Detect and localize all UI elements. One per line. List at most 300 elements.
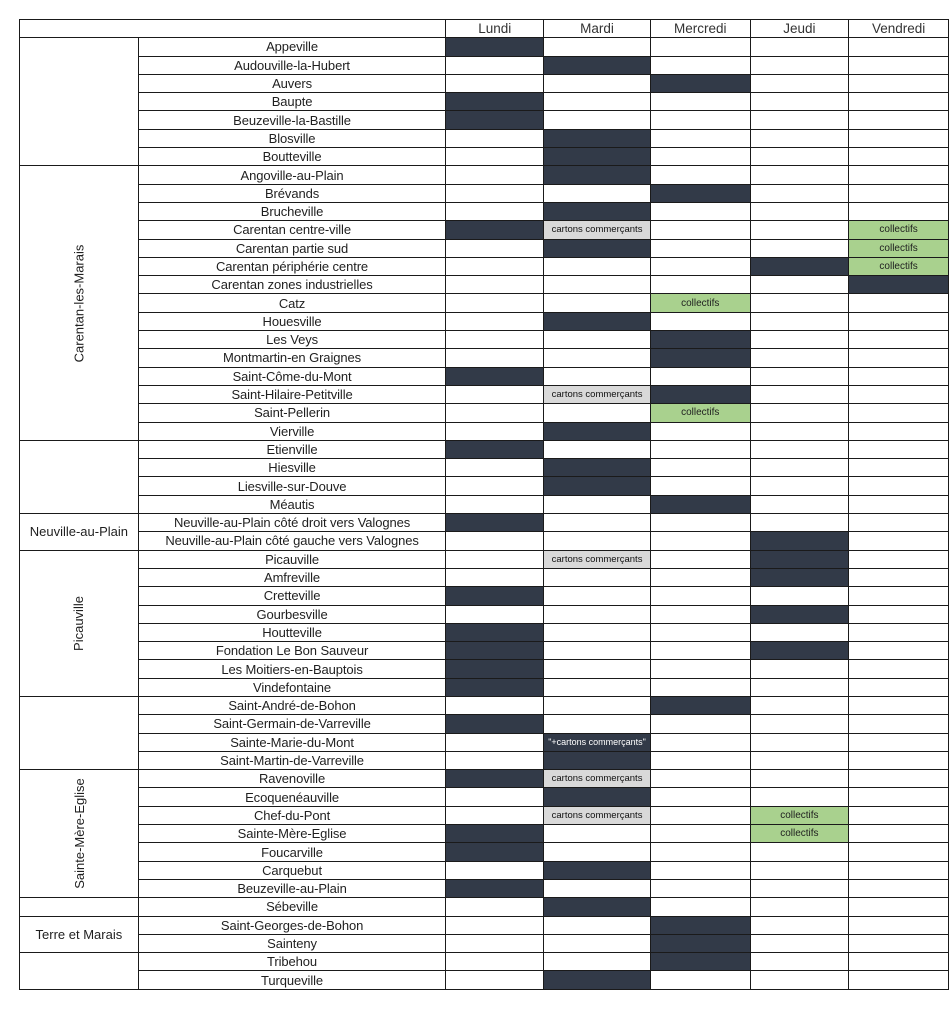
day-cell-jeudi-empty [750, 514, 849, 532]
day-cell-lundi-empty [446, 934, 544, 952]
commune-name-carentan-peripherie-centre: Carentan périphérie centre [138, 257, 446, 275]
day-cell-vendredi-empty [849, 514, 949, 532]
day-cell-mercredi-empty [650, 623, 750, 641]
day-cell-vendredi-empty [849, 605, 949, 623]
day-cell-lundi-empty [446, 148, 544, 166]
day-cell-mercredi-empty [650, 257, 750, 275]
commune-row [20, 568, 949, 586]
day-cell-vendredi-empty [849, 148, 949, 166]
day-cell-mardi-collection [544, 129, 651, 147]
day-cell-jeudi-empty [750, 495, 849, 513]
day-cell-lundi-collection [446, 660, 544, 678]
commune-row [20, 349, 949, 367]
day-cell-lundi-collection [446, 825, 544, 843]
day-cell-mercredi-empty [650, 587, 750, 605]
day-cell-lundi-empty [446, 459, 544, 477]
day-cell-mercredi-empty [650, 642, 750, 660]
day-cell-jeudi-empty [750, 294, 849, 312]
day-cell-jeudi-empty [750, 202, 849, 220]
day-cell-mercredi-empty [650, 788, 750, 806]
commune-name-sainte-mere-eglise: Sainte-Mère-Eglise [138, 825, 446, 843]
commune-name-saint-georges-de-bohon: Saint-Georges-de-Bohon [138, 916, 446, 934]
day-cell-jeudi-empty [750, 953, 849, 971]
day-cell-jeudi-empty [750, 879, 849, 897]
group-label-text: Carentan-les-Marais [71, 244, 87, 362]
day-cell-mercredi-empty [650, 111, 750, 129]
day-cell-mardi-empty [544, 642, 651, 660]
day-cell-mercredi-empty [650, 568, 750, 586]
day-cell-vendredi-empty [849, 349, 949, 367]
day-cell-mardi-empty [544, 532, 651, 550]
day-cell-lundi-empty [446, 971, 544, 989]
day-cell-jeudi-collection [750, 257, 849, 275]
commune-name-ravenoville: Ravenoville [138, 770, 446, 788]
header-blank-cell [20, 20, 446, 38]
day-cell-vendredi-empty [849, 770, 949, 788]
commune-name-catz: Catz [138, 294, 446, 312]
commune-name-sainteny: Sainteny [138, 934, 446, 952]
day-cell-vendredi-empty [849, 825, 949, 843]
day-cell-mardi-empty [544, 349, 651, 367]
day-cell-lundi-empty [446, 331, 544, 349]
day-cell-vendredi-empty [849, 971, 949, 989]
day-cell-jeudi-empty [750, 660, 849, 678]
day-cell-mardi-empty [544, 294, 651, 312]
day-cell-vendredi-empty [849, 715, 949, 733]
day-cell-mercredi-empty [650, 678, 750, 696]
commune-name-boutteville: Boutteville [138, 148, 446, 166]
day-cell-lundi-empty [446, 568, 544, 586]
commune-row [20, 971, 949, 989]
day-header-mercredi: Mercredi [650, 20, 750, 38]
day-cell-vendredi-empty [849, 532, 949, 550]
day-cell-mardi-empty [544, 404, 651, 422]
day-cell-mardi-collection [544, 971, 651, 989]
commune-row [20, 660, 949, 678]
day-cell-vendredi-empty [849, 678, 949, 696]
day-cell-lundi-empty [446, 495, 544, 513]
day-cell-mercredi-collectifs: collectifs [650, 294, 750, 312]
day-cell-vendredi-empty [849, 916, 949, 934]
commune-row [20, 843, 949, 861]
commune-name-neuville-au-plain-cote-gauche-vers-valognes: Neuville-au-Plain côté gauche vers Valognes [138, 532, 446, 550]
commune-name-angoville-au-plain: Angoville-au-Plain [138, 166, 446, 184]
commune-name-saint-martin-de-varreville: Saint-Martin-de-Varreville [138, 751, 446, 769]
day-cell-mardi-cartons-commercants: cartons commerçants [544, 770, 651, 788]
day-cell-lundi-empty [446, 696, 544, 714]
day-cell-lundi-collection [446, 514, 544, 532]
day-cell-mardi-empty [544, 605, 651, 623]
day-cell-mercredi-collection [650, 953, 750, 971]
day-cell-lundi-empty [446, 385, 544, 403]
day-cell-mercredi-empty [650, 879, 750, 897]
day-cell-jeudi-empty [750, 916, 849, 934]
day-cell-jeudi-empty [750, 971, 849, 989]
commune-row [20, 806, 949, 824]
day-cell-mardi-empty [544, 678, 651, 696]
commune-name-fondation-le-bon-sauveur: Fondation Le Bon Sauveur [138, 642, 446, 660]
collection-schedule-table [19, 19, 949, 990]
day-cell-mardi-empty [544, 367, 651, 385]
day-cell-vendredi-empty [849, 385, 949, 403]
day-cell-vendredi-empty [849, 184, 949, 202]
commune-name-carentan-centre-ville: Carentan centre-ville [138, 221, 446, 239]
day-cell-vendredi-collection [849, 276, 949, 294]
day-cell-lundi-collection [446, 111, 544, 129]
day-cell-lundi-empty [446, 806, 544, 824]
day-cell-mardi-empty [544, 879, 651, 897]
commune-name-saint-andre-de-bohon: Saint-André-de-Bohon [138, 696, 446, 714]
day-cell-jeudi-empty [750, 74, 849, 92]
day-cell-jeudi-empty [750, 477, 849, 495]
day-cell-lundi-empty [446, 257, 544, 275]
day-cell-mercredi-empty [650, 38, 750, 56]
commune-row [20, 312, 949, 330]
day-cell-jeudi-empty [750, 751, 849, 769]
day-cell-vendredi-empty [849, 696, 949, 714]
day-cell-mercredi-empty [650, 166, 750, 184]
day-cell-lundi-collection [446, 38, 544, 56]
day-cell-mardi-cartons-commercants: cartons commerçants [544, 385, 651, 403]
day-cell-lundi-empty [446, 294, 544, 312]
day-cell-mercredi-empty [650, 202, 750, 220]
day-cell-jeudi-collection [750, 605, 849, 623]
day-cell-jeudi-empty [750, 788, 849, 806]
day-cell-vendredi-empty [849, 843, 949, 861]
commune-name-beuzeville-la-bastille: Beuzeville-la-Bastille [138, 111, 446, 129]
day-cell-mercredi-empty [650, 56, 750, 74]
day-cell-lundi-collection [446, 623, 544, 641]
day-cell-lundi-empty [446, 239, 544, 257]
day-cell-jeudi-empty [750, 184, 849, 202]
commune-row [20, 166, 949, 184]
day-cell-mardi-empty [544, 715, 651, 733]
day-cell-mercredi-empty [650, 514, 750, 532]
day-cell-mardi-collection [544, 788, 651, 806]
day-cell-lundi-empty [446, 861, 544, 879]
commune-name-les-veys: Les Veys [138, 331, 446, 349]
day-cell-mercredi-empty [650, 440, 750, 458]
commune-name-hiesville: Hiesville [138, 459, 446, 477]
day-cell-mercredi-empty [650, 276, 750, 294]
commune-name-foucarville: Foucarville [138, 843, 446, 861]
commune-row [20, 477, 949, 495]
day-cell-vendredi-empty [849, 129, 949, 147]
day-cell-jeudi-empty [750, 367, 849, 385]
commune-name-montmartin-en-graignes: Montmartin-en Graignes [138, 349, 446, 367]
day-cell-lundi-collection [446, 715, 544, 733]
day-cell-lundi-collection [446, 642, 544, 660]
day-cell-lundi-empty [446, 953, 544, 971]
day-cell-vendredi-empty [849, 202, 949, 220]
day-cell-vendredi-empty [849, 38, 949, 56]
commune-name-sebeville: Sébeville [138, 898, 446, 916]
commune-name-blosville: Blosville [138, 129, 446, 147]
day-cell-jeudi-empty [750, 678, 849, 696]
day-cell-mercredi-collection [650, 916, 750, 934]
day-cell-mardi-empty [544, 660, 651, 678]
day-cell-mardi-collection [544, 861, 651, 879]
commune-name-carquebut: Carquebut [138, 861, 446, 879]
day-cell-lundi-empty [446, 56, 544, 74]
commune-name-houesville: Houesville [138, 312, 446, 330]
day-cell-mardi-collection [544, 477, 651, 495]
commune-group-label [20, 953, 139, 990]
day-cell-mercredi-empty [650, 312, 750, 330]
day-cell-jeudi-collection [750, 550, 849, 568]
day-cell-mardi-collection [544, 459, 651, 477]
day-cell-mardi-empty [544, 184, 651, 202]
commune-name-etienville: Etienville [138, 440, 446, 458]
day-cell-jeudi-empty [750, 587, 849, 605]
day-cell-mardi-collection [544, 898, 651, 916]
day-cell-mardi-empty [544, 568, 651, 586]
day-cell-lundi-collection [446, 843, 544, 861]
day-cell-mercredi-empty [650, 660, 750, 678]
day-cell-mardi-cartons-commercants: "+cartons commerçants" [544, 733, 651, 751]
commune-name-auvers: Auvers [138, 74, 446, 92]
day-cell-jeudi-empty [750, 623, 849, 641]
commune-group-label [20, 440, 139, 513]
commune-group-label: Neuville-au-Plain [20, 514, 139, 551]
day-cell-jeudi-empty [750, 276, 849, 294]
day-cell-mardi-empty [544, 916, 651, 934]
commune-row [20, 74, 949, 92]
commune-row [20, 696, 949, 714]
commune-row [20, 532, 949, 550]
day-cell-mercredi-empty [650, 239, 750, 257]
commune-row [20, 38, 949, 56]
day-cell-vendredi-empty [849, 642, 949, 660]
day-cell-mercredi-empty [650, 861, 750, 879]
day-cell-jeudi-empty [750, 129, 849, 147]
day-cell-jeudi-empty [750, 715, 849, 733]
commune-row [20, 56, 949, 74]
commune-row [20, 953, 949, 971]
day-cell-mercredi-empty [650, 605, 750, 623]
day-cell-vendredi-empty [849, 440, 949, 458]
day-cell-mercredi-empty [650, 129, 750, 147]
commune-name-carentan-zones-industrielles: Carentan zones industrielles [138, 276, 446, 294]
day-cell-jeudi-empty [750, 440, 849, 458]
commune-name-saint-germain-de-varreville: Saint-Germain-de-Varreville [138, 715, 446, 733]
day-cell-jeudi-collectifs: collectifs [750, 825, 849, 843]
commune-name-cretteville: Cretteville [138, 587, 446, 605]
commune-name-saint-hilaire-petitville: Saint-Hilaire-Petitville [138, 385, 446, 403]
day-cell-mardi-empty [544, 934, 651, 952]
day-cell-lundi-empty [446, 898, 544, 916]
commune-row [20, 605, 949, 623]
commune-group-label [20, 166, 139, 440]
day-header-jeudi: Jeudi [750, 20, 849, 38]
day-cell-lundi-collection [446, 879, 544, 897]
commune-row [20, 770, 949, 788]
day-cell-vendredi-collectifs: collectifs [849, 221, 949, 239]
day-cell-mercredi-empty [650, 770, 750, 788]
commune-row [20, 276, 949, 294]
day-cell-lundi-empty [446, 276, 544, 294]
day-cell-vendredi-empty [849, 623, 949, 641]
day-cell-vendredi-empty [849, 166, 949, 184]
day-cell-vendredi-empty [849, 861, 949, 879]
commune-row [20, 788, 949, 806]
day-cell-mardi-collection [544, 166, 651, 184]
commune-name-saint-pellerin: Saint-Pellerin [138, 404, 446, 422]
day-cell-lundi-collection [446, 678, 544, 696]
commune-group-label [20, 696, 139, 769]
commune-row [20, 459, 949, 477]
day-cell-vendredi-empty [849, 751, 949, 769]
day-cell-jeudi-empty [750, 385, 849, 403]
day-cell-vendredi-collectifs: collectifs [849, 257, 949, 275]
day-cell-lundi-collection [446, 221, 544, 239]
day-cell-mercredi-collection [650, 184, 750, 202]
commune-name-vindefontaine: Vindefontaine [138, 678, 446, 696]
day-cell-mercredi-empty [650, 843, 750, 861]
commune-name-meautis: Méautis [138, 495, 446, 513]
day-cell-jeudi-empty [750, 38, 849, 56]
day-cell-jeudi-empty [750, 843, 849, 861]
day-cell-jeudi-empty [750, 422, 849, 440]
day-cell-jeudi-empty [750, 331, 849, 349]
day-cell-mardi-collection [544, 56, 651, 74]
day-cell-mercredi-empty [650, 806, 750, 824]
day-cell-jeudi-empty [750, 861, 849, 879]
schedule-body [20, 38, 949, 989]
day-cell-mercredi-empty [650, 825, 750, 843]
day-cell-mardi-collection [544, 312, 651, 330]
day-header-vendredi: Vendredi [849, 20, 949, 38]
commune-row [20, 623, 949, 641]
commune-name-picauville: Picauville [138, 550, 446, 568]
day-cell-lundi-empty [446, 532, 544, 550]
commune-name-turqueville: Turqueville [138, 971, 446, 989]
commune-row [20, 495, 949, 513]
day-cell-jeudi-empty [750, 148, 849, 166]
day-cell-lundi-collection [446, 587, 544, 605]
day-cell-lundi-empty [446, 733, 544, 751]
day-cell-mercredi-empty [650, 898, 750, 916]
commune-group-label [20, 38, 139, 166]
day-cell-jeudi-empty [750, 733, 849, 751]
commune-row [20, 825, 949, 843]
day-cell-lundi-empty [446, 74, 544, 92]
day-cell-mardi-empty [544, 514, 651, 532]
day-cell-mardi-empty [544, 696, 651, 714]
day-cell-vendredi-empty [849, 422, 949, 440]
commune-group-label: Terre et Marais [20, 916, 139, 953]
commune-row [20, 422, 949, 440]
day-cell-mercredi-collection [650, 495, 750, 513]
day-cell-vendredi-empty [849, 788, 949, 806]
day-cell-mardi-empty [544, 331, 651, 349]
day-cell-jeudi-collectifs: collectifs [750, 806, 849, 824]
commune-row [20, 221, 949, 239]
day-cell-vendredi-empty [849, 934, 949, 952]
commune-name-amfreville: Amfreville [138, 568, 446, 586]
day-cell-mercredi-collection [650, 934, 750, 952]
commune-name-baupte: Baupte [138, 93, 446, 111]
day-cell-jeudi-empty [750, 93, 849, 111]
commune-name-beuzeville-au-plain: Beuzeville-au-Plain [138, 879, 446, 897]
group-label-text: Picauville [71, 595, 87, 651]
day-cell-mardi-empty [544, 825, 651, 843]
commune-row [20, 202, 949, 220]
day-cell-vendredi-empty [849, 93, 949, 111]
commune-row [20, 733, 949, 751]
day-cell-jeudi-collection [750, 642, 849, 660]
day-cell-mardi-collection [544, 422, 651, 440]
day-cell-mardi-empty [544, 74, 651, 92]
commune-name-brevands: Brévands [138, 184, 446, 202]
day-cell-lundi-empty [446, 550, 544, 568]
commune-row [20, 898, 949, 916]
day-header-lundi: Lundi [446, 20, 544, 38]
day-cell-mercredi-collection [650, 74, 750, 92]
day-cell-vendredi-empty [849, 733, 949, 751]
day-cell-vendredi-empty [849, 806, 949, 824]
commune-row [20, 404, 949, 422]
day-cell-jeudi-empty [750, 898, 849, 916]
commune-row [20, 550, 949, 568]
commune-group-label [20, 898, 139, 916]
commune-row [20, 440, 949, 458]
day-cell-lundi-collection [446, 367, 544, 385]
day-cell-vendredi-empty [849, 568, 949, 586]
commune-row [20, 934, 949, 952]
day-cell-vendredi-empty [849, 879, 949, 897]
day-cell-jeudi-empty [750, 459, 849, 477]
commune-row [20, 93, 949, 111]
day-cell-mardi-empty [544, 111, 651, 129]
day-cell-vendredi-empty [849, 459, 949, 477]
commune-name-vierville: Vierville [138, 422, 446, 440]
day-cell-mardi-empty [544, 440, 651, 458]
day-cell-jeudi-empty [750, 56, 849, 74]
day-cell-mardi-empty [544, 587, 651, 605]
day-cell-lundi-empty [446, 312, 544, 330]
commune-row [20, 184, 949, 202]
day-cell-mercredi-collection [650, 331, 750, 349]
day-cell-mercredi-empty [650, 532, 750, 550]
day-cell-lundi-collection [446, 770, 544, 788]
day-cell-lundi-empty [446, 477, 544, 495]
day-cell-jeudi-empty [750, 221, 849, 239]
day-cell-mercredi-empty [650, 422, 750, 440]
day-cell-mercredi-empty [650, 367, 750, 385]
commune-name-sainte-marie-du-mont: Sainte-Marie-du-Mont [138, 733, 446, 751]
commune-row [20, 129, 949, 147]
commune-name-carentan-partie-sud: Carentan partie sud [138, 239, 446, 257]
commune-group-label [20, 550, 139, 696]
day-cell-jeudi-collection [750, 568, 849, 586]
day-cell-mardi-empty [544, 953, 651, 971]
day-cell-mardi-cartons-commercants: cartons commerçants [544, 221, 651, 239]
day-cell-mardi-empty [544, 38, 651, 56]
day-cell-mercredi-empty [650, 733, 750, 751]
day-cell-mercredi-empty [650, 477, 750, 495]
day-cell-mercredi-empty [650, 550, 750, 568]
commune-name-gourbesville: Gourbesville [138, 605, 446, 623]
commune-row [20, 257, 949, 275]
day-cell-mercredi-empty [650, 715, 750, 733]
commune-row [20, 715, 949, 733]
day-cell-vendredi-empty [849, 74, 949, 92]
day-cell-mardi-empty [544, 495, 651, 513]
day-cell-lundi-collection [446, 440, 544, 458]
commune-row [20, 678, 949, 696]
day-cell-mardi-cartons-commercants: cartons commerçants [544, 550, 651, 568]
